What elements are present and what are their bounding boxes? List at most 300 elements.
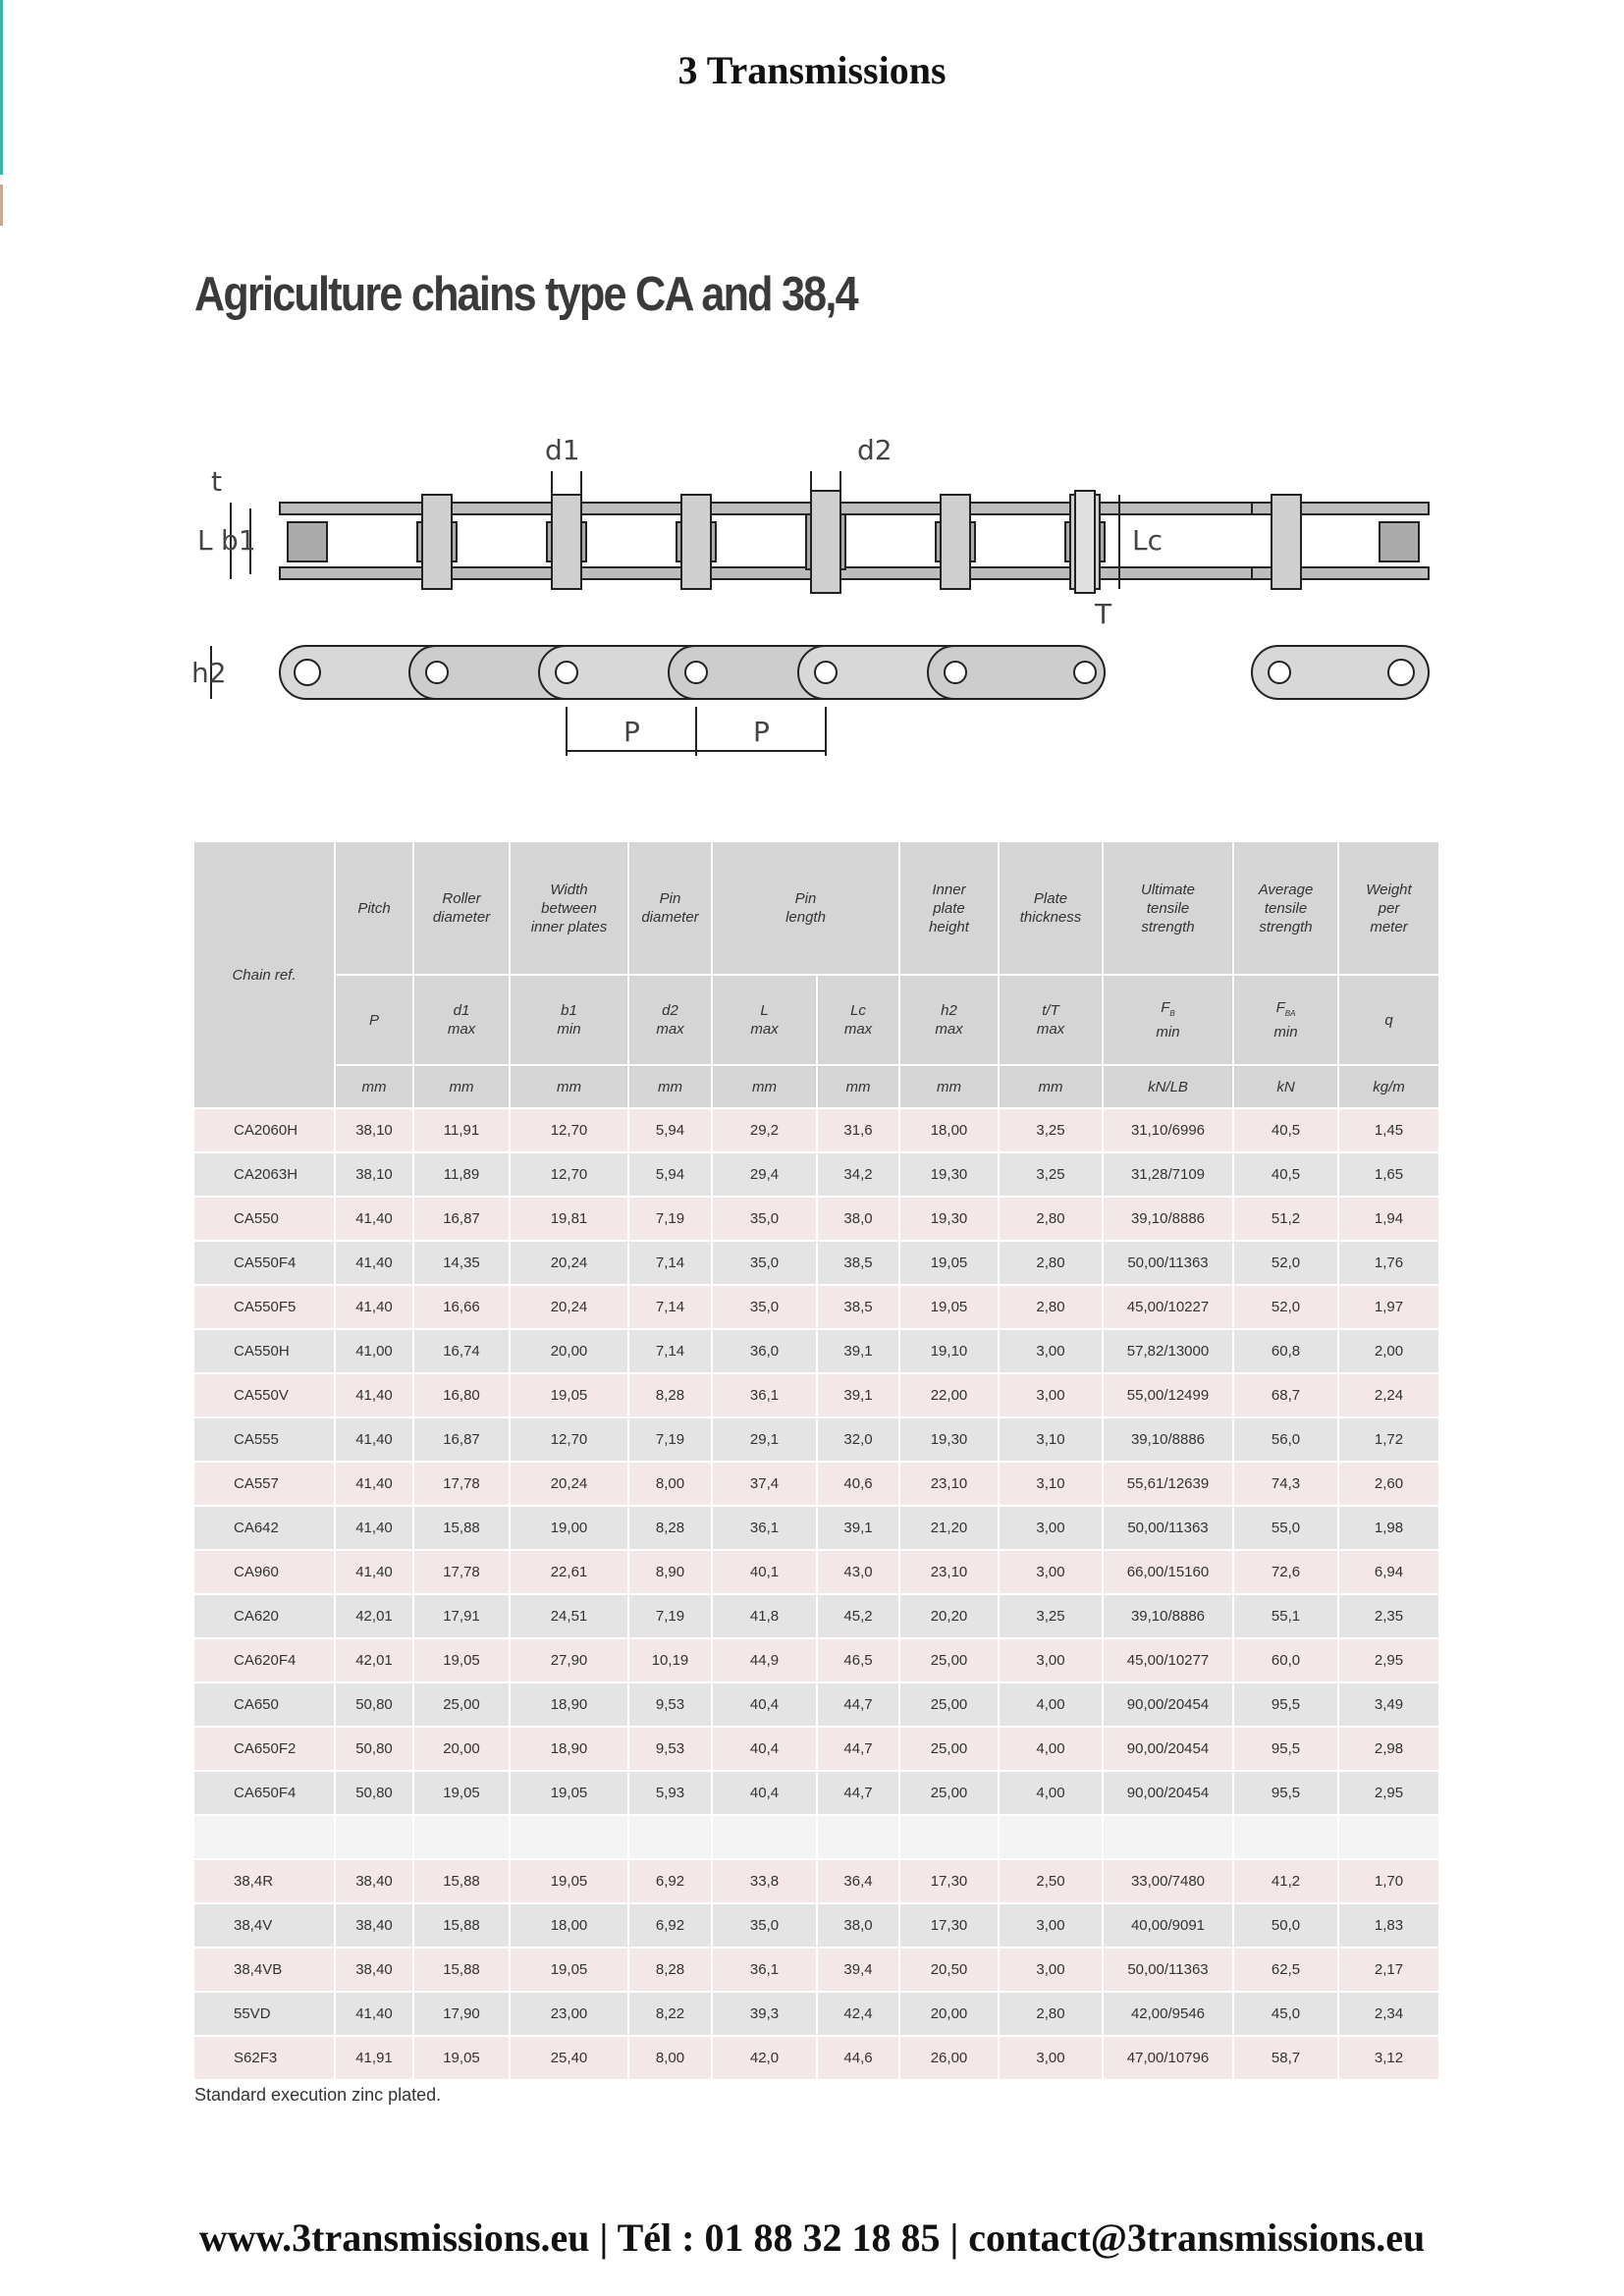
table-cell: 90,00/20454	[1103, 1771, 1233, 1815]
table-cell: 32,0	[817, 1417, 899, 1462]
table-cell: 41,00	[335, 1329, 413, 1373]
table-cell: 34,2	[817, 1152, 899, 1197]
table-row	[194, 1506, 1439, 1550]
table-cell: 57,82/13000	[1103, 1329, 1233, 1373]
symbol-d1: d1 max	[413, 975, 510, 1065]
table-cell: 20,24	[510, 1462, 628, 1506]
table-cell: 12,70	[510, 1152, 628, 1197]
table-cell: 8,00	[628, 1462, 712, 1506]
symbol-FBA: $F_{BA}$ min	[1233, 975, 1338, 1065]
dim-label-b1: b1	[221, 524, 256, 557]
table-cell: 39,10/8886	[1103, 1417, 1233, 1462]
table-cell: 2,17	[1338, 1948, 1439, 1992]
chain-ref-cell: CA960	[194, 1550, 335, 1594]
table-cell: 55,0	[1233, 1506, 1338, 1550]
dim-label-h2: h2	[191, 657, 227, 689]
table-cell: 19,05	[510, 1771, 628, 1815]
table-cell: 2,35	[1338, 1594, 1439, 1638]
table-cell: 9,53	[628, 1727, 712, 1771]
dim-label-pitch-2: P	[753, 716, 770, 748]
unit-cell: mm	[413, 1065, 510, 1108]
table-cell: 35,0	[712, 1285, 817, 1329]
table-cell: 1,65	[1338, 1152, 1439, 1197]
table-cell: 39,10/8886	[1103, 1594, 1233, 1638]
table-cell: 22,61	[510, 1550, 628, 1594]
table-cell: 7,19	[628, 1594, 712, 1638]
table-cell: 42,00/9546	[1103, 1992, 1233, 2036]
table-row	[194, 1417, 1439, 1462]
table-cell: 95,5	[1233, 1682, 1338, 1727]
table-cell: 15,88	[413, 1506, 510, 1550]
chain-ref-cell: CA2060H	[194, 1108, 335, 1152]
table-cell: 2,50	[999, 1859, 1103, 1903]
table-cell: 40,4	[712, 1771, 817, 1815]
table-row	[194, 2036, 1439, 2080]
unit-cell: kN/LB	[1103, 1065, 1233, 1108]
chain-ref-cell: CA550F4	[194, 1241, 335, 1285]
table-cell: 22,00	[899, 1373, 999, 1417]
table-row	[194, 1903, 1439, 1948]
chain-ref-cell: CA557	[194, 1462, 335, 1506]
dim-label-L: L	[197, 524, 213, 557]
table-cell: 17,30	[899, 1903, 999, 1948]
unit-cell: mm	[510, 1065, 628, 1108]
dim-label-t: t	[211, 465, 222, 498]
table-cell: 17,90	[413, 1992, 510, 2036]
chain-ref-cell: 55VD	[194, 1992, 335, 2036]
table-row	[194, 1241, 1439, 1285]
table-cell: 50,00/11363	[1103, 1948, 1233, 1992]
dim-label-d2: d2	[857, 434, 893, 466]
chain-ref-cell: CA650F4	[194, 1771, 335, 1815]
table-cell: 17,78	[413, 1550, 510, 1594]
table-cell: 14,35	[413, 1241, 510, 1285]
table-row	[194, 1329, 1439, 1373]
table-cell: 40,4	[712, 1727, 817, 1771]
header-chain-ref: Chain ref.	[194, 842, 335, 1108]
table-cell: 35,0	[712, 1197, 817, 1241]
document-title: Agriculture chains type CA and 38,4	[194, 268, 857, 321]
table-cell: 2,80	[999, 1241, 1103, 1285]
table-cell: 90,00/20454	[1103, 1682, 1233, 1727]
table-cell: 7,14	[628, 1329, 712, 1373]
table-cell: 2,95	[1338, 1771, 1439, 1815]
table-cell: 41,40	[335, 1417, 413, 1462]
table-cell: 45,2	[817, 1594, 899, 1638]
table-cell: 42,01	[335, 1638, 413, 1682]
table-cell: 36,1	[712, 1948, 817, 1992]
dim-label-T: T	[1095, 598, 1112, 630]
table-cell: 41,40	[335, 1506, 413, 1550]
table-cell: 18,90	[510, 1682, 628, 1727]
chain-ref-cell: CA2063H	[194, 1152, 335, 1197]
table-cell: 15,88	[413, 1948, 510, 1992]
table-row	[194, 1373, 1439, 1417]
table-cell: 20,50	[899, 1948, 999, 1992]
header-width-inner-plates: Width between inner plates	[510, 842, 628, 975]
table-cell: 41,40	[335, 1462, 413, 1506]
table-cell: 15,88	[413, 1903, 510, 1948]
table-cell: 19,30	[899, 1197, 999, 1241]
table-cell: 26,00	[899, 2036, 999, 2080]
chain-ref-cell: 38,4VB	[194, 1948, 335, 1992]
table-cell: 41,40	[335, 1285, 413, 1329]
table-cell: 16,66	[413, 1285, 510, 1329]
table-cell: 3,00	[999, 1903, 1103, 1948]
table-cell: 31,10/6996	[1103, 1108, 1233, 1152]
table-cell: 19,81	[510, 1197, 628, 1241]
table-cell: 16,87	[413, 1197, 510, 1241]
table-cell: 8,28	[628, 1948, 712, 1992]
table-cell: 1,72	[1338, 1417, 1439, 1462]
table-cell: 6,92	[628, 1859, 712, 1903]
header-pitch: Pitch	[335, 842, 413, 975]
table-cell: 3,00	[999, 2036, 1103, 2080]
table-cell: 47,00/10796	[1103, 2036, 1233, 2080]
table-cell: 31,6	[817, 1108, 899, 1152]
chain-ref-cell: CA642	[194, 1506, 335, 1550]
table-cell: 9,53	[628, 1682, 712, 1727]
table-cell: 25,00	[899, 1638, 999, 1682]
table-cell: 3,00	[999, 1550, 1103, 1594]
table-row	[194, 1771, 1439, 1815]
table-cell: 18,00	[510, 1903, 628, 1948]
table-cell: 20,00	[899, 1992, 999, 2036]
header-inner-plate-height: Inner plate height	[899, 842, 999, 975]
table-row	[194, 1948, 1439, 1992]
table-cell: 3,00	[999, 1329, 1103, 1373]
header-average-tensile-strength: Average tensile strength	[1233, 842, 1338, 975]
table-row	[194, 1859, 1439, 1903]
table-cell: 20,24	[510, 1241, 628, 1285]
table-cell: 1,76	[1338, 1241, 1439, 1285]
table-cell: 62,5	[1233, 1948, 1338, 1992]
table-cell: 37,4	[712, 1462, 817, 1506]
table-cell: 42,4	[817, 1992, 899, 2036]
table-cell: 45,00/10277	[1103, 1638, 1233, 1682]
table-cell: 40,00/9091	[1103, 1903, 1233, 1948]
table-row	[194, 1638, 1439, 1682]
table-row	[194, 1197, 1439, 1241]
table-cell: 17,30	[899, 1859, 999, 1903]
table-cell: 16,80	[413, 1373, 510, 1417]
table-cell: 31,28/7109	[1103, 1152, 1233, 1197]
table-cell: 19,05	[899, 1285, 999, 1329]
table-cell: 23,10	[899, 1462, 999, 1506]
table-cell: 12,70	[510, 1108, 628, 1152]
table-cell: 19,10	[899, 1329, 999, 1373]
table-cell: 7,19	[628, 1417, 712, 1462]
table-cell: 44,7	[817, 1682, 899, 1727]
table-cell: 10,19	[628, 1638, 712, 1682]
table-cell: 39,1	[817, 1329, 899, 1373]
table-cell: 19,30	[899, 1417, 999, 1462]
table-cell: 11,91	[413, 1108, 510, 1152]
table-cell: 2,60	[1338, 1462, 1439, 1506]
table-cell: 39,4	[817, 1948, 899, 1992]
table-cell: 1,70	[1338, 1859, 1439, 1903]
table-cell: 1,83	[1338, 1903, 1439, 1948]
table-cell: 66,00/15160	[1103, 1550, 1233, 1594]
table-cell: 4,00	[999, 1771, 1103, 1815]
table-cell: 20,00	[413, 1727, 510, 1771]
table-row	[194, 1682, 1439, 1727]
table-cell: 44,7	[817, 1727, 899, 1771]
table-cell: 7,14	[628, 1241, 712, 1285]
table-cell: 38,5	[817, 1285, 899, 1329]
dim-label-pitch-1: P	[623, 716, 640, 748]
unit-cell: mm	[817, 1065, 899, 1108]
table-cell: 25,00	[899, 1771, 999, 1815]
table-cell: 1,45	[1338, 1108, 1439, 1152]
table-cell: 36,1	[712, 1373, 817, 1417]
table-cell: 40,6	[817, 1462, 899, 1506]
table-cell: 8,00	[628, 2036, 712, 2080]
table-cell: 45,00/10227	[1103, 1285, 1233, 1329]
table-row	[194, 1594, 1439, 1638]
table-cell: 44,9	[712, 1638, 817, 1682]
symbol-L: L max	[712, 975, 817, 1065]
table-cell: 35,0	[712, 1241, 817, 1285]
symbol-d2: d2 max	[628, 975, 712, 1065]
table-cell: 2,00	[1338, 1329, 1439, 1373]
table-cell: 39,10/8886	[1103, 1197, 1233, 1241]
table-cell: 29,4	[712, 1152, 817, 1197]
table-cell: 5,94	[628, 1108, 712, 1152]
table-cell: 19,00	[510, 1506, 628, 1550]
table-cell: 36,1	[712, 1506, 817, 1550]
table-cell: 27,90	[510, 1638, 628, 1682]
table-cell: 38,40	[335, 1859, 413, 1903]
table-cell: 11,89	[413, 1152, 510, 1197]
table-cell: 17,91	[413, 1594, 510, 1638]
table-cell: 36,4	[817, 1859, 899, 1903]
table-cell: 50,00/11363	[1103, 1241, 1233, 1285]
table-cell: 18,00	[899, 1108, 999, 1152]
table-cell: 25,00	[899, 1682, 999, 1727]
table-cell: 8,28	[628, 1506, 712, 1550]
chain-ref-cell: CA650	[194, 1682, 335, 1727]
table-cell: 39,1	[817, 1506, 899, 1550]
header-pin-length: Pin length	[712, 842, 899, 975]
table-cell: 52,0	[1233, 1241, 1338, 1285]
table-cell: 8,28	[628, 1373, 712, 1417]
table-cell: 2,24	[1338, 1373, 1439, 1417]
table-cell: 40,5	[1233, 1152, 1338, 1197]
header-pin-diameter: Pin diameter	[628, 842, 712, 975]
table-cell: 3,25	[999, 1152, 1103, 1197]
table-cell: 41,8	[712, 1594, 817, 1638]
chain-ref-cell: CA550F5	[194, 1285, 335, 1329]
header-row-symbols	[194, 975, 1439, 1065]
table-cell: 25,00	[413, 1682, 510, 1727]
table-cell: 72,6	[1233, 1550, 1338, 1594]
table-cell: 1,98	[1338, 1506, 1439, 1550]
table-cell: 35,0	[712, 1903, 817, 1948]
unit-cell: mm	[899, 1065, 999, 1108]
table-cell: 8,90	[628, 1550, 712, 1594]
table-cell: 40,5	[1233, 1108, 1338, 1152]
table-cell: 19,05	[413, 2036, 510, 2080]
table-cell: 3,00	[999, 1373, 1103, 1417]
table-row	[194, 1285, 1439, 1329]
table-cell: 16,74	[413, 1329, 510, 1373]
table-cell: 50,80	[335, 1682, 413, 1727]
table-cell: 41,40	[335, 1197, 413, 1241]
table-cell: 39,3	[712, 1992, 817, 2036]
header-plate-thickness: Plate thickness	[999, 842, 1103, 975]
symbol-Lc: Lc max	[817, 975, 899, 1065]
unit-cell: kN	[1233, 1065, 1338, 1108]
table-cell: 4,00	[999, 1727, 1103, 1771]
table-row	[194, 1727, 1439, 1771]
table-cell: 55,1	[1233, 1594, 1338, 1638]
table-cell: 7,14	[628, 1285, 712, 1329]
table-cell: 18,90	[510, 1727, 628, 1771]
table-row	[194, 1550, 1439, 1594]
table-cell: 1,97	[1338, 1285, 1439, 1329]
table-cell: 6,94	[1338, 1550, 1439, 1594]
symbol-FB: $F_B$ min	[1103, 975, 1233, 1065]
chain-ref-cell: CA650F2	[194, 1727, 335, 1771]
symbol-h2: h2 max	[899, 975, 999, 1065]
header-weight-per-meter: Weight per meter	[1338, 842, 1439, 975]
table-cell: 1,94	[1338, 1197, 1439, 1241]
table-cell: 42,01	[335, 1594, 413, 1638]
table-cell: 38,40	[335, 1903, 413, 1948]
table-cell: 44,7	[817, 1771, 899, 1815]
header-row-units	[194, 1065, 1439, 1108]
edge-accent-bar-secondary	[0, 185, 3, 226]
table-cell: 19,05	[899, 1241, 999, 1285]
chain-ref-cell: CA620F4	[194, 1638, 335, 1682]
table-cell: 41,2	[1233, 1859, 1338, 1903]
table-cell: 60,0	[1233, 1638, 1338, 1682]
chain-ref-cell: CA620	[194, 1594, 335, 1638]
table-cell: 68,7	[1233, 1373, 1338, 1417]
table-row	[194, 1152, 1439, 1197]
chain-ref-cell: CA550H	[194, 1329, 335, 1373]
table-cell: 41,40	[335, 1373, 413, 1417]
table-cell: 55,00/12499	[1103, 1373, 1233, 1417]
header-roller-diameter: Roller diameter	[413, 842, 510, 975]
table-cell: 23,10	[899, 1550, 999, 1594]
table-cell: 2,95	[1338, 1638, 1439, 1682]
header-ultimate-tensile-strength: Ultimate tensile strength	[1103, 842, 1233, 975]
table-cell: 19,05	[510, 1373, 628, 1417]
table-cell: 23,00	[510, 1992, 628, 2036]
symbol-q: q	[1338, 975, 1439, 1065]
table-cell: 20,20	[899, 1594, 999, 1638]
table-cell: 25,40	[510, 2036, 628, 2080]
table-cell: 45,0	[1233, 1992, 1338, 2036]
table-cell: 3,00	[999, 1506, 1103, 1550]
table-cell: 3,25	[999, 1594, 1103, 1638]
table-cell: 19,05	[510, 1859, 628, 1903]
table-cell: 52,0	[1233, 1285, 1338, 1329]
unit-cell: mm	[999, 1065, 1103, 1108]
table-cell: 6,92	[628, 1903, 712, 1948]
table-cell: 2,80	[999, 1197, 1103, 1241]
table-cell: 19,05	[413, 1771, 510, 1815]
table-cell: 17,78	[413, 1462, 510, 1506]
table-cell: 3,25	[999, 1108, 1103, 1152]
table-section-gap	[194, 1815, 1439, 1859]
table-cell: 38,40	[335, 1948, 413, 1992]
table-cell: 90,00/20454	[1103, 1727, 1233, 1771]
table-cell: 24,51	[510, 1594, 628, 1638]
table-cell: 3,10	[999, 1462, 1103, 1506]
table-cell: 38,0	[817, 1197, 899, 1241]
symbol-P: P	[335, 975, 413, 1065]
unit-cell: mm	[712, 1065, 817, 1108]
table-cell: 38,10	[335, 1152, 413, 1197]
page-header-title: 3 Transmissions	[677, 48, 947, 92]
table-cell: 12,70	[510, 1417, 628, 1462]
table-cell: 41,40	[335, 1550, 413, 1594]
table-row	[194, 1108, 1439, 1152]
table-cell: 20,24	[510, 1285, 628, 1329]
chain-ref-cell: CA550V	[194, 1373, 335, 1417]
table-cell: 40,4	[712, 1682, 817, 1727]
table-cell: 3,49	[1338, 1682, 1439, 1727]
table-cell: 41,40	[335, 1992, 413, 2036]
chain-specification-table	[194, 842, 1440, 2081]
header-row-names	[194, 842, 1439, 975]
table-cell: 19,05	[413, 1638, 510, 1682]
table-row	[194, 1992, 1439, 2036]
dim-label-d1: d1	[545, 434, 580, 466]
table-cell: 15,88	[413, 1859, 510, 1903]
table-cell: 39,1	[817, 1373, 899, 1417]
table-cell: 2,80	[999, 1992, 1103, 2036]
table-cell: 56,0	[1233, 1417, 1338, 1462]
table-cell: 38,5	[817, 1241, 899, 1285]
chain-ref-cell: CA555	[194, 1417, 335, 1462]
table-row	[194, 1462, 1439, 1506]
chain-ref-cell: CA550	[194, 1197, 335, 1241]
table-cell: 3,00	[999, 1948, 1103, 1992]
table-cell: 51,2	[1233, 1197, 1338, 1241]
table-cell: 42,0	[712, 2036, 817, 2080]
unit-cell: kg/m	[1338, 1065, 1439, 1108]
table-cell: 60,8	[1233, 1329, 1338, 1373]
table-cell: 20,00	[510, 1329, 628, 1373]
table-cell: 19,05	[510, 1948, 628, 1992]
table-cell: 33,8	[712, 1859, 817, 1903]
table-cell: 74,3	[1233, 1462, 1338, 1506]
table-cell: 50,80	[335, 1771, 413, 1815]
table-cell: 8,22	[628, 1992, 712, 2036]
table-cell: 25,00	[899, 1727, 999, 1771]
dim-label-Lc: Lc	[1132, 524, 1163, 557]
table-cell: 38,0	[817, 1903, 899, 1948]
table-cell: 50,0	[1233, 1903, 1338, 1948]
table-cell: 3,00	[999, 1638, 1103, 1682]
chain-ref-cell: 38,4R	[194, 1859, 335, 1903]
unit-cell: mm	[335, 1065, 413, 1108]
table-cell: 50,00/11363	[1103, 1506, 1233, 1550]
table-cell: 16,87	[413, 1417, 510, 1462]
table-cell: 38,10	[335, 1108, 413, 1152]
chain-technical-diagram	[191, 412, 1468, 785]
symbol-tT: t/T max	[999, 975, 1103, 1065]
table-cell: 46,5	[817, 1638, 899, 1682]
table-cell: 50,80	[335, 1727, 413, 1771]
table-cell: 2,98	[1338, 1727, 1439, 1771]
table-cell: 29,1	[712, 1417, 817, 1462]
table-cell: 43,0	[817, 1550, 899, 1594]
